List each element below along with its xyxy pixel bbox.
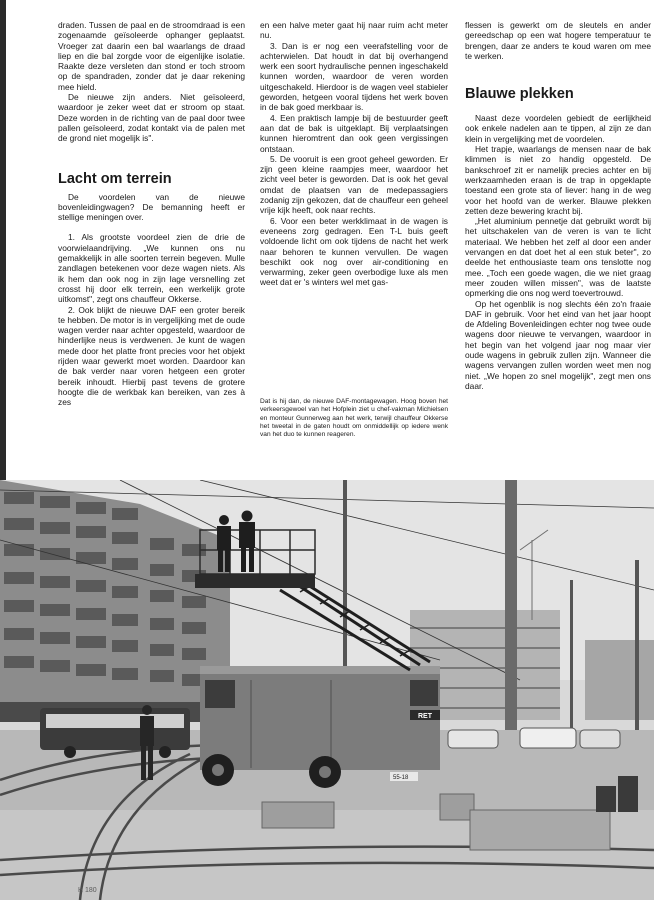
paragraph: „Het aluminium pennetje dat gebruikt wordt bij het uitschakelen van de veren is van te licht materiaal. We hebben het zelf al door een ander vervangen en dat doet het al een stuk beter", zo deelde het enthousiaste team ons tenslotte nog mee. „Toch een goede wagen, die we niet graag meer zouden willen missen", was de laatste opmerking die ons nog werd toevertrouwd. bbox=[465, 216, 651, 299]
text-column-2 bbox=[260, 20, 448, 288]
paragraph: flessen is gewerkt om de sleutels en ander gereedschap op een wat hogere temperatuur te brengen, daar ze anders te koud waren om mee te werken. bbox=[465, 20, 651, 61]
paragraph: De voordelen van de nieuwe bovenleidingwagen? De bemanning heeft er stellige meningen over. bbox=[58, 191, 245, 223]
overhead-pole bbox=[343, 480, 347, 680]
photo-caption: Dat is hij dan, de nieuwe DAF-montagewagen. Hoog boven het verkeersgewoel van het Hofplein ziet u chef-vakman Michielsen en monteur Gunnerweg aan het werk, terwijl chauffeur Okkerse het tweetal in de gaten houdt om onmiddellijk op iedere wenk van het duo te kunnen reageren. bbox=[260, 398, 448, 439]
paragraph: Naast deze voordelen gebiedt de eerlijkheid ook enkele nadelen aan te tippen, al zijn ze dan klein in vergelijking met de voordelen. bbox=[465, 113, 651, 144]
text-column-3 bbox=[465, 20, 651, 391]
paragraph: De nieuwe zijn anders. Niet geïsoleerd, waardoor je zeker weet dat er stroom op staat. Deze worden in de richting van de paal door twee pallen geïsoleerd, zodat kontakt via de palen met de grond niet mogelijk is". bbox=[58, 92, 245, 144]
paragraph: 1. Als grootste voordeel zien de drie de voorwielaandrijving. „We kunnen ons nu gemakkelijk in alle soorten terrein begeven. Mulle zandlagen betekenen voor deze wagen niets. Als ik hem dan ook nog in zijn lage versnelling zet crosst hij door elk terrein, een werkelijk grote uitkomst", zegt ons chauffeur Okkerse. bbox=[58, 232, 245, 305]
paragraph: 6. Voor een beter werkklimaat in de wagen is eveneens zorg gedragen. Een T-L buis geeft voldoende licht om ook tijdens de nacht het werk naar behoren te kunnen vervullen. De wagen beschikt ook nog over air-conditioning en verwarming, zeker geen overbodige luxe als men weet dat er 's winters wel met gas- bbox=[260, 215, 448, 288]
paragraph: Op het ogenblik is nog slechts één zo'n fraaie DAF in gebruik. Voor het eind van het jaar hoopt de Afdeling Bovenleidingen echter nog twee oude wagens door nieuwe te vervangen, waardoor in het begin van het volgend jaar nog maar vier oude wagens in gebruik zullen zijn. Wanneer die wagens vervangen zullen worden weet men nog niet. „We hopen zo snel mogelijk", zegt men ons daar. bbox=[465, 298, 651, 391]
paragraph: 5. De vooruit is een groot geheel geworden. Er zijn geen kleine raampjes meer, waardoor het zicht veel beter is geworden. Dat is ook het geval omdat de plaatsen van de medepassagiers zodanig zijn gekozen, dat de chauffeur een geheel vrije kijk heeft, ook naar rechts. bbox=[260, 153, 448, 216]
paragraph: 3. Dan is er nog een veerafstelling voor de achterwielen. Dat houdt in dat bij overhangend werk een soort hydraulische pennen ingeschakeld kunnen worden, waardoor de veren worden uitgeschakeld. Hierdoor is de wagen veel stabieler geworden, hetgeen vooral tijdens het werk boven in de bak goed merkbaar is. bbox=[260, 40, 448, 113]
paragraph: 4. Een praktisch lampje bij de bestuurder geeft aan dat de bak is uitgeklapt. Bij verplaatsingen kunnen hieromtrent dan ook geen vergissingen ontstaan. bbox=[260, 112, 448, 154]
paragraph: draden. Tussen de paal en de stroomdraad is een zogenaamde geïsoleerde ophanger geplaatst. Vroeger zat daarin een bal waarlangs de draad liep en die bal zorgde voor de eigenlijke isolatie. Raakte deze versleten dan stond er toch stroom op de spandraden, zonder dat je daar rekening mee hield. bbox=[58, 20, 245, 92]
daf-montagewagen bbox=[200, 666, 440, 788]
license-plate: 55-18 bbox=[393, 775, 409, 781]
section-heading: Lacht om terrein bbox=[58, 170, 172, 187]
paragraph: 2. Ook blijkt de nieuwe DAF een groter bereik te hebben. De motor is in vergelijking met de oude wagen verder naar achter opgesteld, waardoor de hinderlijke neus is verdwenen. Je kunt de wagen mede door het platte front precies voor het objekt rijden waar gewerkt moet worden. Daardoor kan de bak verder naar voren hetgeen een groter bereik inhoudt. Hierbij past tevens de grotere hoogte die de werkbak kan bereiken, van zes à zes bbox=[58, 304, 245, 408]
photo-daf-truck-hofplein bbox=[0, 480, 654, 900]
paragraph: en een halve meter gaat hij naar ruim acht meter nu. bbox=[260, 20, 448, 41]
paragraph: Het trapje, waarlangs de mensen naar de bak klimmen is niet zo handig opgesteld. De bankschroef zit er namelijk precies achter en bij werkzaamheden eraan is de trap in opgeklapte toestand een grote sta of liever: hang in de weg voor het hoofd van de werker. Blauwe plekken zetten deze bewering kracht bij. bbox=[465, 144, 651, 216]
section-heading: Blauwe plekken bbox=[465, 86, 574, 103]
overhead-pole bbox=[505, 480, 517, 770]
parked-cars bbox=[448, 728, 620, 748]
truck-label: RET bbox=[418, 713, 432, 720]
rail-marker: H 180 bbox=[78, 887, 97, 894]
text-column-1 bbox=[58, 20, 245, 408]
